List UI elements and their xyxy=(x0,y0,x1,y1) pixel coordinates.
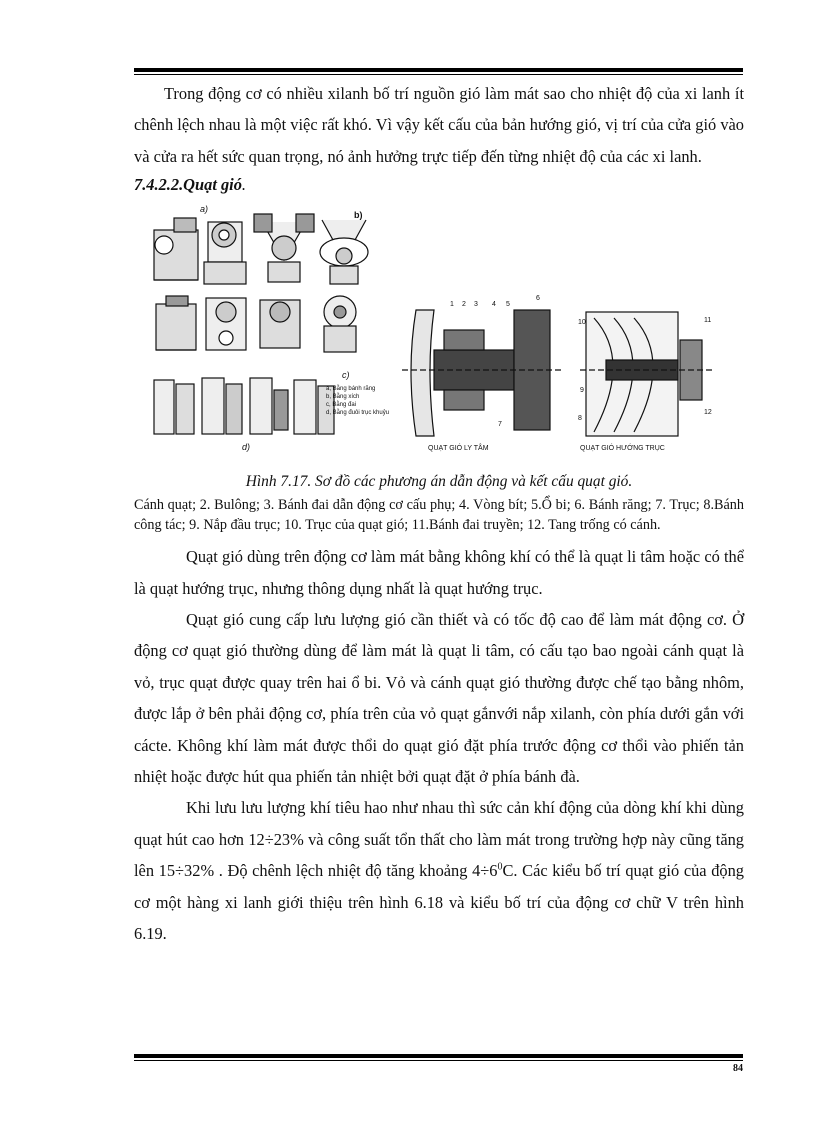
figure-legend: Cánh quạt; 2. Bulông; 3. Bánh đai dẫn động cơ cấu phụ; 4. Vòng bít; 5.Ổ bi; 6. Bánh răng; 7. Trục; 8.Bánh công tác; 9. Nắp đầu trục; 10. Trục của quạt gió; 11.Bánh đai truyền; 12. Tang trống có cánh. xyxy=(134,497,744,533)
callout-6: 6 xyxy=(536,295,540,303)
callout-9: 9 xyxy=(580,387,584,395)
callout-7: 7 xyxy=(498,421,502,429)
body-paragraph-2: Quạt gió cung cấp lưu lượng gió cần thiết và có tốc độ cao để làm mát động cơ. Ở động cơ quạt gió thường dùng để làm mát là quạt li tâm, có cấu tạo bao ngoài cánh quạt là vỏ, trục quạt được quay trên hai ổ bi. Vỏ và cánh quạt gió thường được chế tạo bằng nhôm, được lắp ở bên phải động cơ, phía trên của vỏ quạt gắnvới nắp xilanh, còn phía dưới gắn với cácte. Không khí làm mát được thổi do quạt gió đặt phía trước động cơ thổi vào phiến tản nhiệt hoặc được hút qua phiến tản nhiệt bởi quạt đặt ở phía bánh đà. xyxy=(134,610,744,787)
axial-fan-label: QUẠT GIÓ HƯỚNG TRỤC xyxy=(580,445,665,453)
section-heading-suffix: . xyxy=(241,175,247,195)
panel-label-d: d) xyxy=(242,442,251,453)
last-paragraph-part2: C. Các kiểu bố trí quạt gió của động cơ một hàng xi lanh giới thiệu trên hình 6.18 và kiểu bố trí của động cơ chữ V trên hình 6.19. xyxy=(134,861,744,944)
panel-label-c: c) xyxy=(342,370,350,381)
callout-8: 8 xyxy=(578,415,582,423)
engine-sketch-d2 xyxy=(202,378,242,434)
legend-line-c: c, Bằng đai xyxy=(326,402,357,409)
fan-diagram-svg xyxy=(144,200,734,466)
engine-sketch-b1 xyxy=(320,220,368,284)
engine-sketch-a3 xyxy=(254,214,314,282)
header-rule xyxy=(134,68,743,72)
legend-line-a: a, Bằng bánh răng xyxy=(326,386,376,393)
engine-sketch-d3 xyxy=(250,378,288,434)
figure-caption: Hình 7.17. Sơ đồ các phương án dẫn động và kết cấu quạt gió. xyxy=(245,473,633,491)
callout-3: 3 xyxy=(474,301,478,309)
engine-sketch-a2 xyxy=(204,222,246,284)
section-heading-text: 7.4.2.2.Quạt gió xyxy=(134,175,242,195)
callout-12: 12 xyxy=(704,409,712,417)
engine-sketch-c1 xyxy=(156,296,196,350)
legend-line-d: d, Bằng đuôi trục khuỷu xyxy=(326,410,390,417)
degree-superscript: 0 xyxy=(497,861,503,873)
panel-label-a: a) xyxy=(200,204,209,215)
body-paragraph-3 xyxy=(134,792,744,949)
figure-fan-diagrams xyxy=(134,200,744,466)
body-section xyxy=(134,541,744,949)
engine-sketch-a1 xyxy=(154,218,198,280)
callout-5: 5 xyxy=(506,301,510,309)
legend-line-b: b, Bằng xích xyxy=(326,394,360,401)
body-paragraph-1: Quạt gió dùng trên động cơ làm mát bằng không khí có thể là quạt li tâm hoặc có thể là quạt hướng trục, nhưng thông dụng nhất là quạt hướng trục. xyxy=(134,547,744,598)
callout-2: 2 xyxy=(462,301,466,309)
centrifugal-fan-label: QUẠT GIÓ LY TÂM xyxy=(428,445,489,453)
callout-10: 10 xyxy=(578,319,586,327)
engine-sketch-d1 xyxy=(154,380,194,434)
section-heading xyxy=(134,172,744,198)
callout-11: 11 xyxy=(704,317,712,325)
panel-label-b: b) xyxy=(354,210,363,221)
engine-sketch-c4 xyxy=(324,296,356,352)
axial-fan-section xyxy=(580,312,714,436)
callout-1: 1 xyxy=(450,301,454,309)
page-content xyxy=(134,78,744,950)
page-number: 84 xyxy=(733,1063,743,1074)
centrifugal-fan-section xyxy=(402,310,564,436)
callout-4: 4 xyxy=(492,301,496,309)
last-paragraph-part1: Khi lưu lưu lượng khí tiêu hao như nhau thì sức cản khí động của dòng khí khi dùng quạt hút cao hơn 12÷23% và công suất tổn thất cho làm mát trong trường hợp này cũng tăng lên 15÷32% . Độ chênh lệch nhiệt độ tăng khoảng 4÷6 xyxy=(134,798,744,881)
intro-paragraph: Trong động cơ có nhiều xilanh bố trí nguồn gió làm mát sao cho nhiệt độ của xi lanh ít chênh lệch nhau là một việc rất khó. Vì vậy kết cấu của bản hướng gió, vị trí của cửa gió vào và cửa ra hết sức quan trọng, nó ảnh hưởng trực tiếp đến từng nhiệt độ của các xi lanh. xyxy=(134,84,744,166)
footer-rule xyxy=(134,1054,743,1058)
footer-rule-thin xyxy=(134,1060,743,1061)
header-rule-thin xyxy=(134,74,743,75)
engine-sketch-c3 xyxy=(260,300,300,348)
engine-sketch-c2 xyxy=(206,298,246,350)
